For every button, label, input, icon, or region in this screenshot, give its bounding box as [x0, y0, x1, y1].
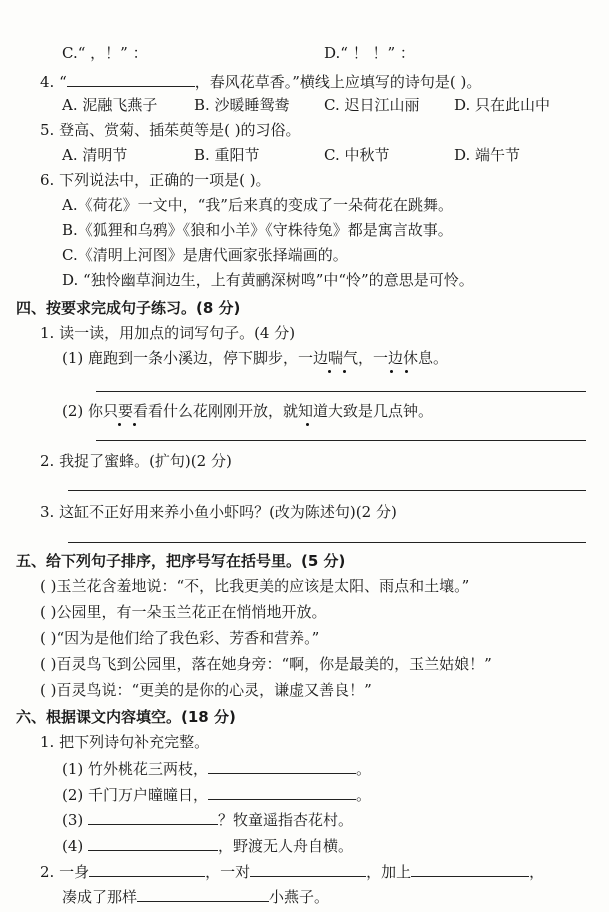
sec5-item-5: ( )百灵鸟说：“更美的是你的心灵，谦虚又善良！” — [40, 681, 372, 699]
sec5-item-1: ( )玉兰花含羞地说：“不，比我更美的应该是太阳、雨点和土壤。” — [40, 577, 470, 595]
q4-question — [40, 72, 481, 91]
q4-text: ，春风花草香。”横线上应填写的诗句是( )。 — [194, 73, 482, 91]
q4-option-d: D. 只在此山中 — [454, 96, 551, 114]
sec6-q1: 1. 把下列诗句补充完整。 — [40, 733, 210, 751]
poem-line-4 — [62, 836, 353, 855]
emphasis-dot — [328, 370, 331, 373]
poem-4-blank[interactable] — [88, 836, 218, 851]
answer-line[interactable] — [68, 542, 586, 543]
poem-1-period: 。 — [356, 760, 372, 778]
answer-line[interactable] — [96, 440, 586, 441]
sec4-q1-2: (2) 你只要看看什么花刚刚开放，就知道大致是几点钟。 — [62, 402, 434, 420]
emphasis-dot — [390, 370, 393, 373]
sec5-item-4: ( )百灵鸟飞到公园里，落在她身旁：“啊，你是最美的，玉兰姑娘！” — [40, 655, 492, 673]
sec5-item-2: ( )公园里，有一朵玉兰花正在悄悄地开放。 — [40, 603, 327, 621]
q2-blank-3[interactable] — [411, 862, 529, 877]
q3-option-c: C.“ ，！” ： — [62, 44, 148, 62]
poem-3-text: ？牧童遥指杏花村。 — [218, 811, 354, 829]
q2-part-b: ，一对 — [205, 863, 251, 881]
poem-4-num: (4) — [62, 837, 84, 855]
q2-blank-4[interactable] — [137, 887, 269, 902]
q2-blank-2[interactable] — [250, 862, 366, 877]
q4-blank[interactable] — [67, 72, 195, 87]
q6-question: 6. 下列说法中，正确的一项是( )。 — [40, 171, 271, 189]
section-6-title: 六、根据课文内容填空。(18 分) — [16, 708, 236, 726]
q4-option-c: C. 迟日江山丽 — [324, 96, 420, 114]
q6-option-d: D. “独怜幽草涧边生，上有黄鹂深树鸣”中“怜”的意思是可怜。 — [62, 271, 474, 289]
q5-option-b: B. 重阳节 — [194, 146, 260, 164]
sec4-q3: 3. 这缸不正好用来养小鱼小虾吗？(改为陈述句)(2 分) — [40, 503, 397, 521]
poem-2-blank[interactable] — [208, 785, 356, 800]
sec4-q2: 2. 我捉了蜜蜂。(扩句)(2 分) — [40, 452, 232, 470]
q5-question: 5. 登高、赏菊、插茱萸等是( )的习俗。 — [40, 121, 301, 139]
q2-part-d: ， — [529, 863, 545, 881]
answer-line[interactable] — [68, 490, 586, 491]
q2-part-e: 凑成了那样 — [62, 888, 138, 906]
q2-part-f: 小燕子。 — [269, 888, 330, 906]
emphasis-dot — [118, 423, 121, 426]
emphasis-dot — [343, 370, 346, 373]
sec5-item-3: ( )“因为是他们给了我色彩、芳香和营养。” — [40, 629, 320, 647]
poem-line-3 — [62, 810, 353, 829]
q5-option-a: A. 清明节 — [62, 146, 128, 164]
q6-option-c: C.《清明上河图》是唐代画家张择端画的。 — [62, 246, 348, 264]
emphasis-dot — [306, 423, 309, 426]
sec4-q1: 1. 读一读，用加点的词写句子。(4 分) — [40, 324, 296, 342]
poem-4-text: ，野渡无人舟自横。 — [218, 837, 354, 855]
poem-1-blank[interactable] — [208, 759, 356, 774]
q6-option-a: A.《荷花》一文中，“我”后来真的变成了一朵荷花在跳舞。 — [62, 196, 453, 214]
q6-option-b: B.《狐狸和乌鸦》《狼和小羊》《守株待兔》都是寓言故事。 — [62, 221, 453, 239]
answer-line[interactable] — [96, 391, 586, 392]
poem-1-text: (1) 竹外桃花三两枝， — [62, 760, 209, 778]
poem-2-period: 。 — [356, 786, 372, 804]
sec4-q1-1: (1) 鹿跑到一条小溪边，停下脚步，一边喘气，一边休息。 — [62, 349, 449, 367]
q2-part-a: 2. 一身 — [40, 863, 90, 881]
q4-open-quote: “ — [59, 73, 67, 91]
q5-option-c: C. 中秋节 — [324, 146, 390, 164]
q3-option-d: D.“ ！ ！” ： — [324, 44, 415, 62]
q2-part-c: ，加上 — [366, 863, 412, 881]
poem-2-text: (2) 千门万户曈曈日， — [62, 786, 209, 804]
emphasis-dot — [405, 370, 408, 373]
sec6-q2-line1 — [40, 862, 544, 881]
q4-option-b: B. 沙暖睡鸳鸯 — [194, 96, 290, 114]
poem-3-blank[interactable] — [88, 810, 218, 825]
q4-option-a: A. 泥融飞燕子 — [62, 96, 158, 114]
sec6-q2-line2 — [62, 887, 329, 906]
q2-blank-1[interactable] — [89, 862, 205, 877]
poem-3-num: (3) — [62, 811, 84, 829]
poem-line-2 — [62, 785, 371, 804]
emphasis-dot — [133, 423, 136, 426]
poem-line-1 — [62, 759, 371, 778]
section-4-title: 四、按要求完成句子练习。(8 分) — [16, 299, 241, 317]
q4-number: 4. — [40, 73, 55, 91]
section-5-title: 五、给下列句子排序，把序号写在括号里。(5 分) — [16, 552, 346, 570]
q5-option-d: D. 端午节 — [454, 146, 521, 164]
